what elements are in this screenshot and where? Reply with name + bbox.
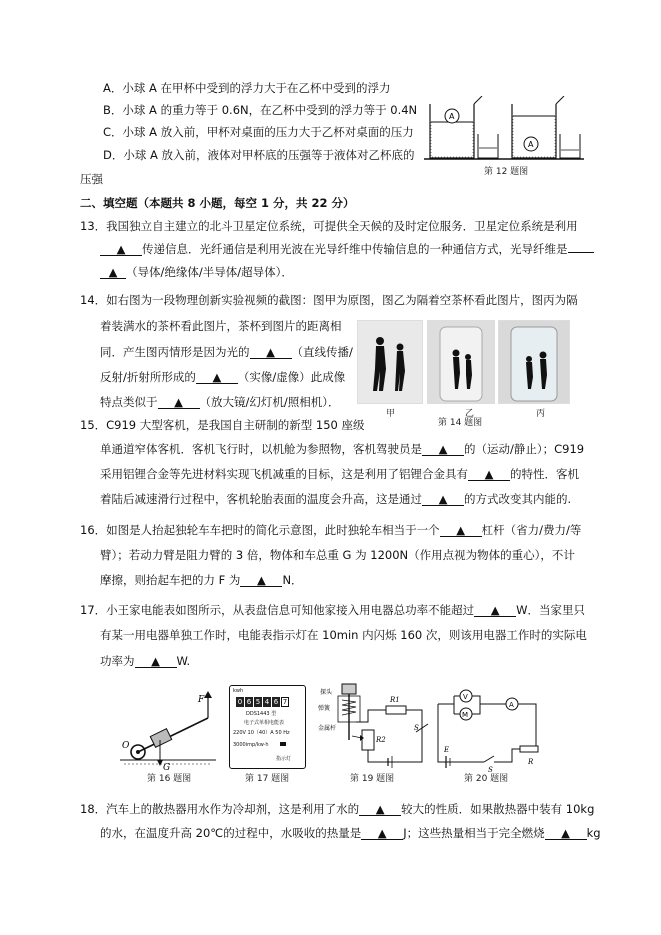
answer-blank[interactable]: ▲: [240, 574, 282, 587]
q16-line2: 臂）；若动力臂是阻力臂的 3 倍，物体和车总重 G 为 1200N（作用点视为物体的重心），不计: [100, 548, 575, 562]
q14-label-yi: 乙: [465, 409, 475, 419]
answer-blank[interactable]: ▲: [545, 827, 587, 840]
label-m: M: [462, 711, 469, 719]
q14-line2: 着装满水的茶杯看此图片，茶杯到图片的距离相: [100, 319, 342, 333]
meter-unit: kwh: [233, 688, 244, 694]
q14-photo-yi: [427, 320, 495, 404]
q19-figure: [318, 680, 430, 772]
q17-figure-caption: 第 17 题图: [245, 774, 290, 784]
q16-figure: [118, 690, 218, 772]
section-title: 二、填空题（本题共 8 小题，每空 1 分，共 22 分）: [80, 196, 355, 210]
meter-digit: 6: [273, 698, 279, 706]
answer-blank[interactable]: ▲: [422, 493, 464, 506]
label-probe: 探头: [320, 689, 333, 696]
silhouette-figures: [358, 321, 422, 403]
q17-line1: 17．小王家电能表如图所示，从表盘信息可知他家接入用电器总功率不能超过 ▲ W．当家里只: [80, 603, 586, 617]
answer-blank[interactable]: ▲: [135, 655, 177, 668]
meter-digit: 0: [237, 698, 243, 706]
q14-photo-bing: [498, 320, 570, 404]
q15-line4: 着陆后减速滑行过程中，客机轮胎表面的温度会升高，这是通过 ▲ 的方式改变其内能的.: [100, 492, 572, 506]
q15-line2: 单通道窄体客机．客机飞行时，以机舱为参照物，客机驾驶员是 ▲ 的（运动/静止）；C919: [100, 442, 585, 456]
answer-blank[interactable]: ▲: [361, 827, 403, 840]
meter-spec: 220V 10（40）A 50 Hz: [233, 730, 290, 736]
q14-photo-jia: [357, 320, 423, 404]
glass-cup-empty: [428, 321, 494, 403]
rheostat-r: [520, 746, 538, 752]
q13-line2: ▲ 传递信息．光纤通信是利用光波在光导纤维中传输信息的一种通信方式，光导纤维是: [100, 242, 594, 256]
label-v: V: [463, 693, 468, 701]
meter-name: 电子式单相电能表: [244, 720, 285, 726]
q17-electric-meter: [229, 685, 306, 769]
label-spring: 弹簧: [318, 705, 331, 712]
q12-option-a: A．小球 A 在甲杯中受到的浮力大于在乙杯中受到的浮力: [103, 81, 391, 95]
meter-light-label: 指示灯: [276, 756, 292, 762]
meter-digit: 7: [282, 698, 288, 706]
q12-figure-caption: 第 12 题图: [484, 167, 529, 177]
label-r: R: [528, 758, 534, 766]
q12-option-b: B．小球 A 的重力等于 0.6N，在乙杯中受到的浮力等于 0.4N: [103, 103, 418, 117]
label-r2: R2: [376, 736, 386, 744]
answer-blank[interactable]: [568, 252, 594, 253]
q17-line2: 有某一用电器单独工作时，电能表指示灯在 10min 内闪烁 160 次，则该用电器工作时的实际电: [100, 628, 587, 642]
answer-blank[interactable]: ▲: [474, 604, 516, 617]
answer-blank[interactable]: ▲: [440, 524, 482, 537]
q14-line3: 同．产生图丙情形是因为光的 ▲ （直线传播/: [100, 345, 353, 359]
label-e: E: [444, 746, 450, 754]
answer-blank[interactable]: ▲: [100, 243, 142, 256]
label-rod: 金属杆: [318, 725, 337, 732]
q12-figure: [424, 96, 584, 164]
probe: [342, 684, 356, 694]
handle-bar: [138, 718, 208, 752]
label-o: O: [122, 741, 130, 751]
q16-line3: 摩擦，则抬起车把的力 F 为 ▲ N．: [100, 573, 303, 587]
q15-line3: 采用铝锂合金等先进材料实现飞机减重的目标，这是利用了铝锂合金具有 ▲ 的特性．客机: [100, 467, 579, 481]
label-a: A: [509, 701, 514, 709]
answer-blank[interactable]: ▲: [422, 443, 464, 456]
q20-figure-caption: 第 20 题图: [464, 774, 509, 784]
label-r1: R1: [390, 696, 400, 704]
q17-line3: 功率为 ▲ W.: [100, 654, 191, 668]
ball-a-label-2: A: [528, 140, 534, 149]
q14-figure-caption: 第 14 题图: [438, 418, 483, 428]
q13-line1: 13．我国独立自主建立的北斗卫星定位系统，可提供全天候的及时定位服务．卫星定位系统是利用: [80, 219, 578, 233]
label-s: S: [414, 724, 419, 732]
resistor-r1: [386, 706, 406, 714]
answer-blank[interactable]: ▲: [359, 803, 401, 816]
q13-line3: ▲ （导体/绝缘体/半导体/超导体）．: [100, 265, 293, 279]
q14-label-bing: 丙: [536, 409, 546, 419]
meter-display: [236, 697, 289, 707]
q14-line1: 14．如右图为一段物理创新实验视频的截图：图甲为原图，图乙为隔着空茶杯看此图片，图丙为隔: [80, 293, 578, 307]
answer-blank[interactable]: ▲: [196, 371, 238, 384]
label-g: G: [163, 763, 171, 772]
meter-rate: 3000imp/kw·h: [233, 742, 269, 748]
q16-figure-caption: 第 16 题图: [147, 774, 192, 784]
ball-a-label: A: [449, 112, 455, 121]
q14-line5: 特点类似于 ▲ （放大镜/幻灯机/照相机）．: [100, 395, 340, 409]
q12-option-d-cont: 压强: [80, 172, 103, 186]
q19-figure-caption: 第 19 题图: [350, 774, 395, 784]
label-f: F: [198, 695, 205, 705]
resistor-r2: [362, 730, 374, 750]
meter-model: DDS1443 型: [246, 711, 277, 717]
q16-line1: 16．如图是人抬起独轮车车把时的简化示意图，此时独轮车相当于一个 ▲ 杠杆（省力/费力/等: [80, 523, 582, 537]
q15-line1: 15．C919 大型客机，是我国自主研制的新型 150 座级: [80, 418, 365, 432]
answer-blank[interactable]: ▲: [158, 396, 200, 409]
q12-option-c: C．小球 A 放入前，甲杯对桌面的压力大于乙杯对桌面的压力: [103, 125, 414, 139]
label-s: S: [488, 766, 493, 772]
q18-line1: 18．汽车上的散热器用水作为冷却剂，这是利用了水的 ▲ 较大的性质．如果散热器中装有 10kg: [80, 802, 595, 816]
meter-digit: 4: [264, 698, 270, 706]
answer-blank[interactable]: ▲: [250, 346, 292, 359]
q14-label-jia: 甲: [386, 409, 396, 419]
switch-s: [484, 756, 494, 762]
indicator-light-icon: [280, 742, 286, 746]
answer-blank[interactable]: ▲: [100, 266, 126, 279]
glass-cup-water: [499, 321, 569, 403]
q20-figure: [432, 686, 544, 772]
meter-digit: 5: [255, 698, 261, 706]
q12-option-d: D．小球 A 放入前，液体对甲杯底的压强等于液体对乙杯底的: [103, 148, 415, 162]
q14-line4: 反射/折射所形成的 ▲ （实像/虚像）此成像: [100, 370, 346, 384]
q18-line2: 的水，在温度升高 20℃的过程中，水吸收的热量是 ▲ J；这些热量相当于完全燃烧 ▲ kg: [100, 826, 601, 840]
meter-digit: 6: [246, 698, 252, 706]
answer-blank[interactable]: ▲: [468, 468, 510, 481]
